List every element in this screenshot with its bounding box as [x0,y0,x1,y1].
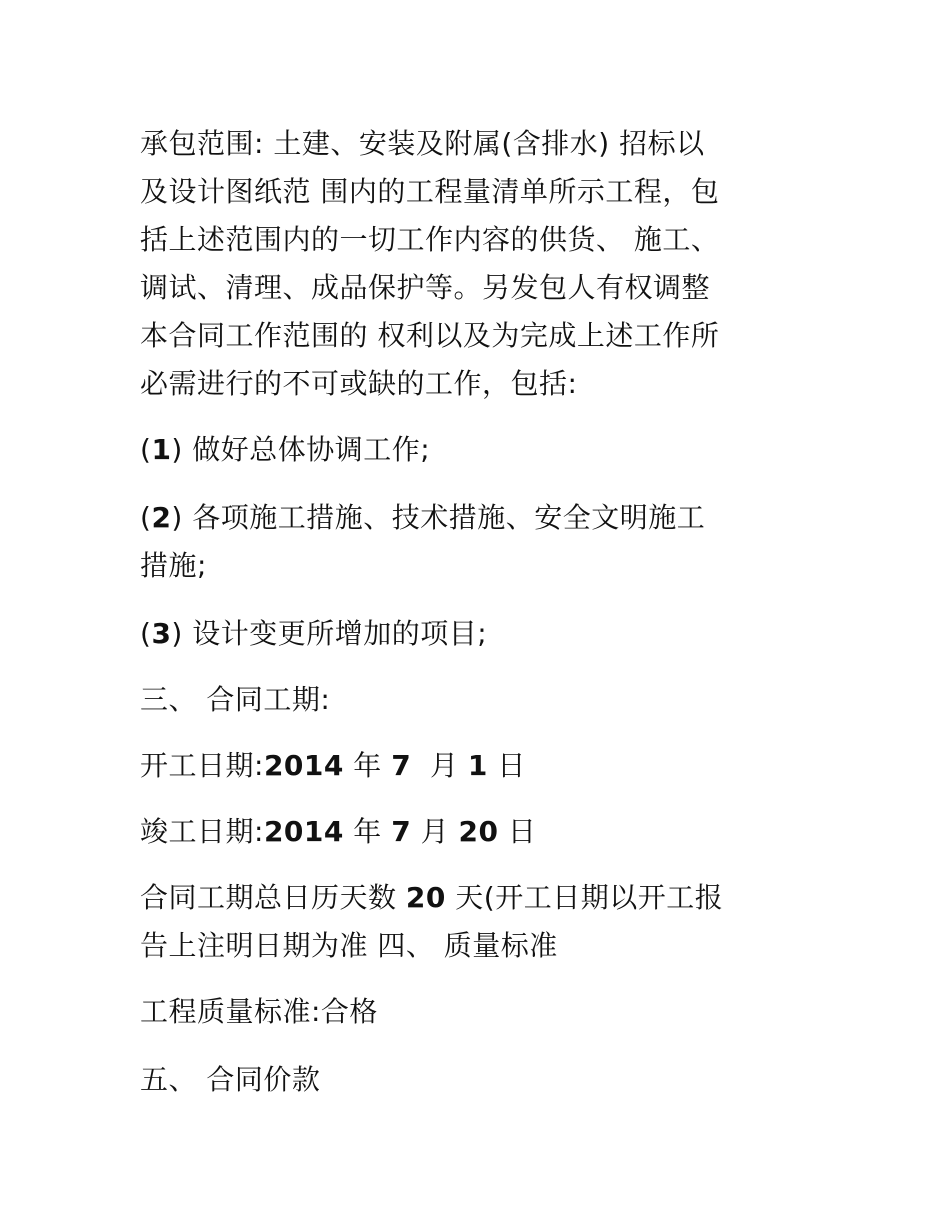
end-year: 2014 [263,815,344,848]
list-item: (3) 设计变更所增加的项目; [140,617,488,650]
duration-paragraph [140,874,810,970]
scope-line: 必需进行的不可或缺的工作，包括: [140,367,578,400]
day-unit: 日 [507,815,537,848]
end-day: 20 [458,815,499,848]
scope-line: 括上述范围内的一切工作内容的供货、 施工、 [140,223,720,256]
section-heading: 五、 合同价款 [140,1063,321,1096]
end-date-line [140,808,810,856]
list-item: (2) 各项施工措施、技术措施、安全文明施工 措施; [140,494,810,590]
quality-line: 工程质量标准:合格 [140,995,378,1028]
end-date-label: 竣工日期: [140,815,264,848]
scope-line: 承包范围: 土建、安装及附属(含排水) 招标以 [140,127,705,160]
end-month: 7 [391,815,412,848]
list-item: (1) 做好总体协调工作; [140,433,431,466]
duration-days: 20 [405,881,446,914]
duration-suffix: 天(开工日期以开工报 [455,881,724,914]
item-text: 各项施工措施、技术措施、安全文明施工 [192,501,706,534]
month-unit: 月 [430,749,459,782]
scope-line: 本合同工作范围的 权利以及为完成上述工作所 [140,319,720,352]
start-month: 7 [391,749,412,782]
duration-line2: 告上注明日期为准 四、 质量标准 [140,929,558,962]
start-date-label: 开工日期: [140,749,264,782]
start-day: 1 [467,749,488,782]
scope-line: 及设计图纸范 围内的工程量清单所示工程，包 [140,175,720,208]
start-year: 2014 [263,749,344,782]
document-page [140,120,810,1104]
duration-prefix: 合同工期总日历天数 [140,881,397,914]
item-text: 措施; [140,549,207,582]
scope-paragraph [140,120,810,408]
scope-line: 调试、清理、成品保护等。另发包人有权调整 [140,271,711,304]
item-number: 1 [151,433,172,466]
day-unit: 日 [497,749,526,782]
month-unit: 月 [420,815,450,848]
start-date-line [140,742,810,790]
item-number: 3 [151,617,172,650]
item-text: 设计变更所增加的项目; [192,617,488,650]
year-unit: 年 [353,749,382,782]
item-number: 2 [151,501,172,534]
section-heading: 三、 合同工期: [140,683,331,716]
year-unit: 年 [353,815,382,848]
item-text: 做好总体协调工作; [192,433,431,466]
